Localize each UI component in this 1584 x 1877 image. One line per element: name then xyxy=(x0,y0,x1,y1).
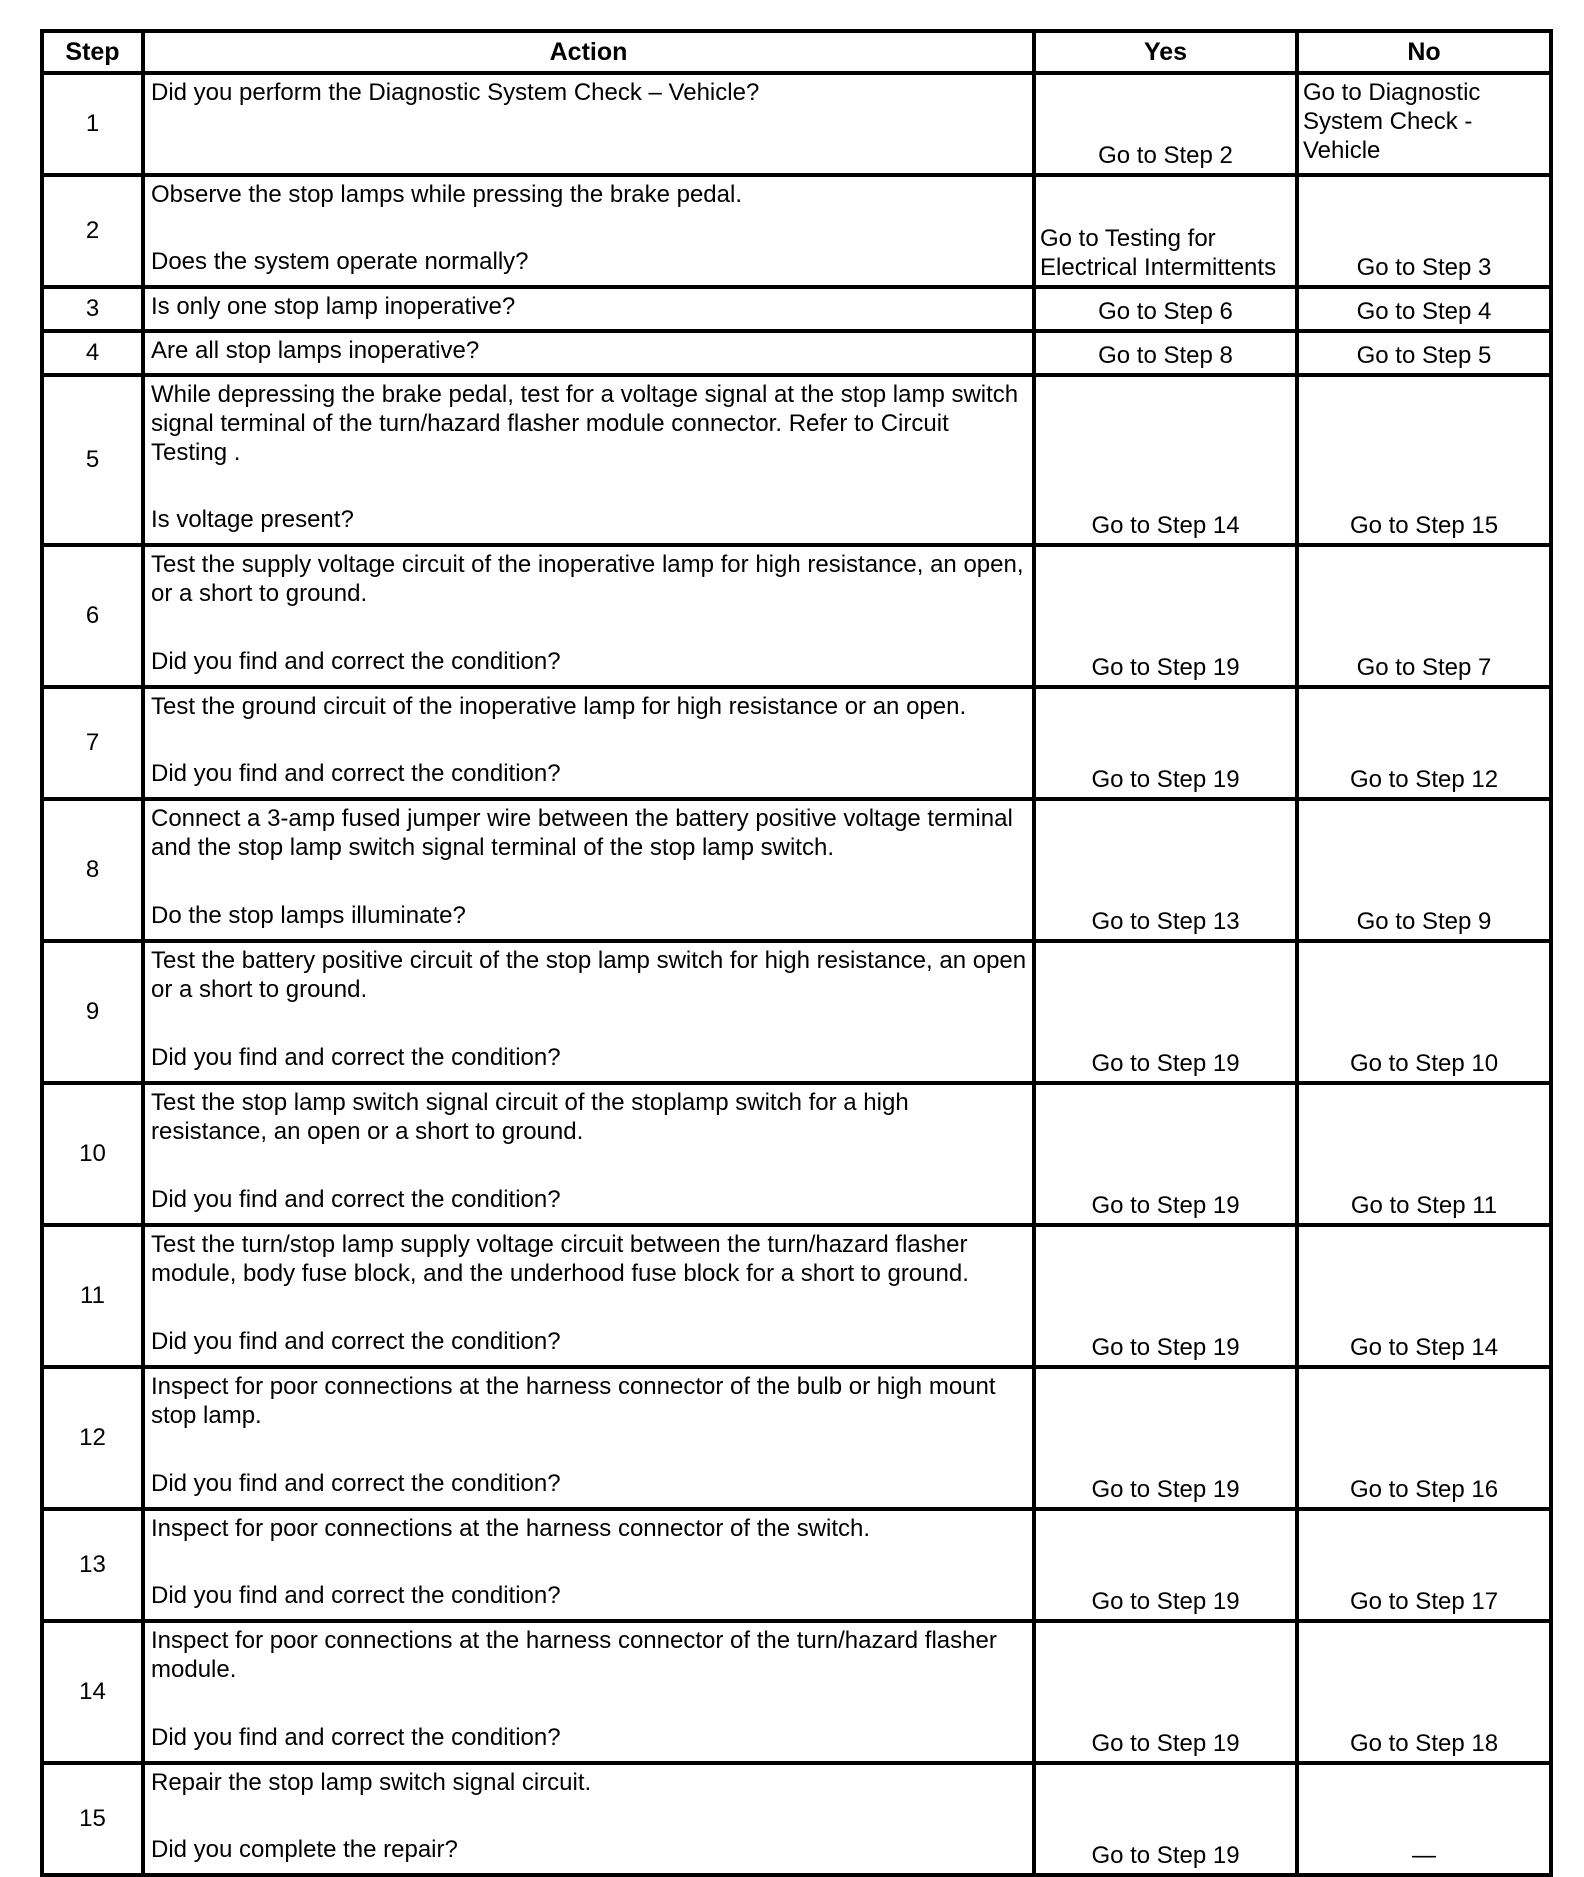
yes-cell xyxy=(1034,375,1297,545)
table-row xyxy=(42,799,1551,941)
action-cell xyxy=(143,687,1034,799)
action-cell xyxy=(143,375,1034,545)
yes-result-line: Go to Step 19 xyxy=(1091,1476,1240,1503)
table-row xyxy=(42,175,1551,287)
no-result-line: Go to Step 5 xyxy=(1356,342,1492,369)
table-row xyxy=(42,1763,1551,1875)
yes-cell xyxy=(1034,1225,1297,1367)
step-number: 14 xyxy=(42,1621,143,1763)
yes-cell xyxy=(1034,73,1297,175)
no-cell xyxy=(1297,73,1551,175)
step-number: 7 xyxy=(42,687,143,799)
action-instruction: Inspect for poor connections at the harness connector of the turn/hazard flasher module. xyxy=(151,1627,997,1683)
step-number: 1 xyxy=(42,73,143,175)
table-row xyxy=(42,687,1551,799)
yes-cell xyxy=(1034,1367,1297,1509)
no-cell xyxy=(1297,1621,1551,1763)
action-question: Did you find and correct the condition? xyxy=(151,1044,561,1071)
action-question: Is voltage present? xyxy=(151,506,354,533)
action-cell xyxy=(143,799,1034,941)
table-row xyxy=(42,1621,1551,1763)
action-instruction: Inspect for poor connections at the harness connector of the switch. xyxy=(151,1515,871,1542)
yes-cell xyxy=(1034,287,1297,331)
yes-result-line: Go to Step 19 xyxy=(1091,1730,1240,1757)
no-result-line: Go to Step 14 xyxy=(1349,1334,1499,1361)
action-instruction: Test the turn/stop lamp supply voltage circuit between the turn/hazard flasher module, body fuse block, and the underhood fuse block for a short to ground. xyxy=(151,1231,969,1287)
step-number: 10 xyxy=(42,1083,143,1225)
no-result-line: Go to Step 7 xyxy=(1356,654,1492,681)
no-result-line: Go to Step 3 xyxy=(1356,254,1492,281)
action-cell xyxy=(143,175,1034,287)
yes-cell xyxy=(1034,545,1297,687)
header-step: Step xyxy=(42,31,143,73)
step-number: 11 xyxy=(42,1225,143,1367)
action-instruction: Test the battery positive circuit of the stop lamp switch for high resistance, an open or a short to ground. xyxy=(151,947,1027,1003)
header-no: No xyxy=(1297,31,1551,73)
action-question: Did you find and correct the condition? xyxy=(151,648,561,675)
action-question: Do the stop lamps illuminate? xyxy=(151,902,466,929)
no-result-line: System Check - xyxy=(1303,108,1473,135)
yes-cell xyxy=(1034,1621,1297,1763)
yes-result-line: Go to Testing for xyxy=(1040,225,1216,252)
action-cell xyxy=(143,941,1034,1083)
yes-result-line: Go to Step 8 xyxy=(1098,342,1233,369)
yes-cell xyxy=(1034,687,1297,799)
no-result-line: Go to Step 18 xyxy=(1349,1730,1499,1757)
yes-result-line: Go to Step 19 xyxy=(1091,766,1240,793)
action-question: Does the system operate normally? xyxy=(151,248,529,275)
action-instruction: Test the stop lamp switch signal circuit of the stoplamp switch for a high resistance, an open or a short to ground. xyxy=(151,1089,909,1145)
action-cell xyxy=(143,1367,1034,1509)
action-instruction: Inspect for poor connections at the harness connector of the bulb or high mount stop lamp. xyxy=(151,1373,996,1429)
action-question: Did you find and correct the condition? xyxy=(151,1328,561,1355)
table-row xyxy=(42,941,1551,1083)
yes-result-line: Go to Step 19 xyxy=(1091,1334,1240,1361)
yes-result-line: Go to Step 6 xyxy=(1098,298,1233,325)
action-cell xyxy=(143,1763,1034,1875)
action-instruction: Are all stop lamps inoperative? xyxy=(151,337,480,364)
action-cell xyxy=(143,287,1034,331)
diagnostic-table xyxy=(40,29,1553,1877)
action-instruction: While depressing the brake pedal, test for a voltage signal at the stop lamp switch signal terminal of the turn/hazard flasher module connector. Refer to Circuit Testing . xyxy=(151,381,1019,466)
table-row xyxy=(42,1225,1551,1367)
table-row xyxy=(42,73,1551,175)
yes-result-line: Go to Step 19 xyxy=(1091,1050,1240,1077)
header-yes: Yes xyxy=(1034,31,1297,73)
table-row xyxy=(42,1509,1551,1621)
no-cell xyxy=(1297,941,1551,1083)
no-cell xyxy=(1297,1225,1551,1367)
action-question: Did you find and correct the condition? xyxy=(151,1186,561,1213)
table-row xyxy=(42,1083,1551,1225)
no-result-line: Go to Step 16 xyxy=(1349,1476,1499,1503)
action-question: Did you find and correct the condition? xyxy=(151,760,561,787)
table-row xyxy=(42,1367,1551,1509)
yes-result-line: Go to Step 13 xyxy=(1091,908,1240,935)
no-cell xyxy=(1297,287,1551,331)
step-number: 3 xyxy=(42,287,143,331)
table-row xyxy=(42,545,1551,687)
no-result-line: Go to Step 10 xyxy=(1349,1050,1499,1077)
no-result-line: Go to Step 11 xyxy=(1350,1192,1498,1219)
action-question: Did you complete the repair? xyxy=(151,1836,458,1863)
no-result-line: Go to Step 4 xyxy=(1356,298,1492,325)
no-cell xyxy=(1297,1763,1551,1875)
yes-result-line: Go to Step 2 xyxy=(1098,142,1233,169)
action-cell xyxy=(143,1621,1034,1763)
action-cell xyxy=(143,73,1034,175)
yes-cell xyxy=(1034,331,1297,375)
step-number: 13 xyxy=(42,1509,143,1621)
step-number: 5 xyxy=(42,375,143,545)
yes-result-line: Go to Step 19 xyxy=(1091,1588,1240,1615)
yes-result-line: Go to Step 19 xyxy=(1091,1842,1240,1869)
action-instruction: Is only one stop lamp inoperative? xyxy=(151,293,516,320)
no-result-line: Go to Step 17 xyxy=(1349,1588,1499,1615)
yes-result-line: Go to Step 19 xyxy=(1091,654,1240,681)
no-result-line: Go to Step 12 xyxy=(1349,766,1499,793)
table-row xyxy=(42,331,1551,375)
no-result-line: Go to Step 9 xyxy=(1356,908,1492,935)
action-instruction: Connect a 3-amp fused jumper wire between the battery positive voltage terminal and the stop lamp switch signal terminal of the stop lamp switch. xyxy=(151,805,1013,861)
table-row xyxy=(42,287,1551,331)
table-row xyxy=(42,375,1551,545)
action-cell xyxy=(143,1083,1034,1225)
no-cell xyxy=(1297,545,1551,687)
yes-cell xyxy=(1034,941,1297,1083)
yes-result-line: Go to Step 14 xyxy=(1091,512,1240,539)
yes-cell xyxy=(1034,1509,1297,1621)
action-question: Did you find and correct the condition? xyxy=(151,1582,561,1609)
action-instruction: Observe the stop lamps while pressing the brake pedal. xyxy=(151,181,742,208)
yes-result-line: Electrical Intermittents xyxy=(1040,254,1277,281)
no-result-line: — xyxy=(1412,1842,1436,1869)
yes-cell xyxy=(1034,175,1297,287)
yes-result-line: Go to Step 19 xyxy=(1091,1192,1240,1219)
no-result-line: Go to Diagnostic xyxy=(1303,79,1481,106)
no-cell xyxy=(1297,1367,1551,1509)
yes-cell xyxy=(1034,799,1297,941)
no-cell xyxy=(1297,1083,1551,1225)
action-instruction: Test the supply voltage circuit of the inoperative lamp for high resistance, an open, or a short to ground. xyxy=(151,551,1024,607)
action-instruction: Repair the stop lamp switch signal circuit. xyxy=(151,1769,592,1796)
no-result-line: Go to Step 15 xyxy=(1349,512,1499,539)
step-number: 4 xyxy=(42,331,143,375)
action-instruction: Test the ground circuit of the inoperative lamp for high resistance or an open. xyxy=(151,693,967,720)
action-cell xyxy=(143,1509,1034,1621)
yes-cell xyxy=(1034,1083,1297,1225)
step-number: 6 xyxy=(42,545,143,687)
no-cell xyxy=(1297,375,1551,545)
step-number: 8 xyxy=(42,799,143,941)
no-cell xyxy=(1297,1509,1551,1621)
step-number: 9 xyxy=(42,941,143,1083)
action-instruction: Did you perform the Diagnostic System Check – Vehicle? xyxy=(151,79,760,106)
action-cell xyxy=(143,1225,1034,1367)
step-number: 2 xyxy=(42,175,143,287)
header-action: Action xyxy=(143,31,1034,73)
no-cell xyxy=(1297,331,1551,375)
header-row xyxy=(42,31,1551,73)
action-question: Did you find and correct the condition? xyxy=(151,1470,561,1497)
step-number: 15 xyxy=(42,1763,143,1875)
no-cell xyxy=(1297,175,1551,287)
action-question: Did you find and correct the condition? xyxy=(151,1724,561,1751)
no-cell xyxy=(1297,687,1551,799)
action-cell xyxy=(143,545,1034,687)
action-cell xyxy=(143,331,1034,375)
no-cell xyxy=(1297,799,1551,941)
yes-cell xyxy=(1034,1763,1297,1875)
no-result-line: Vehicle xyxy=(1303,137,1381,164)
step-number: 12 xyxy=(42,1367,143,1509)
